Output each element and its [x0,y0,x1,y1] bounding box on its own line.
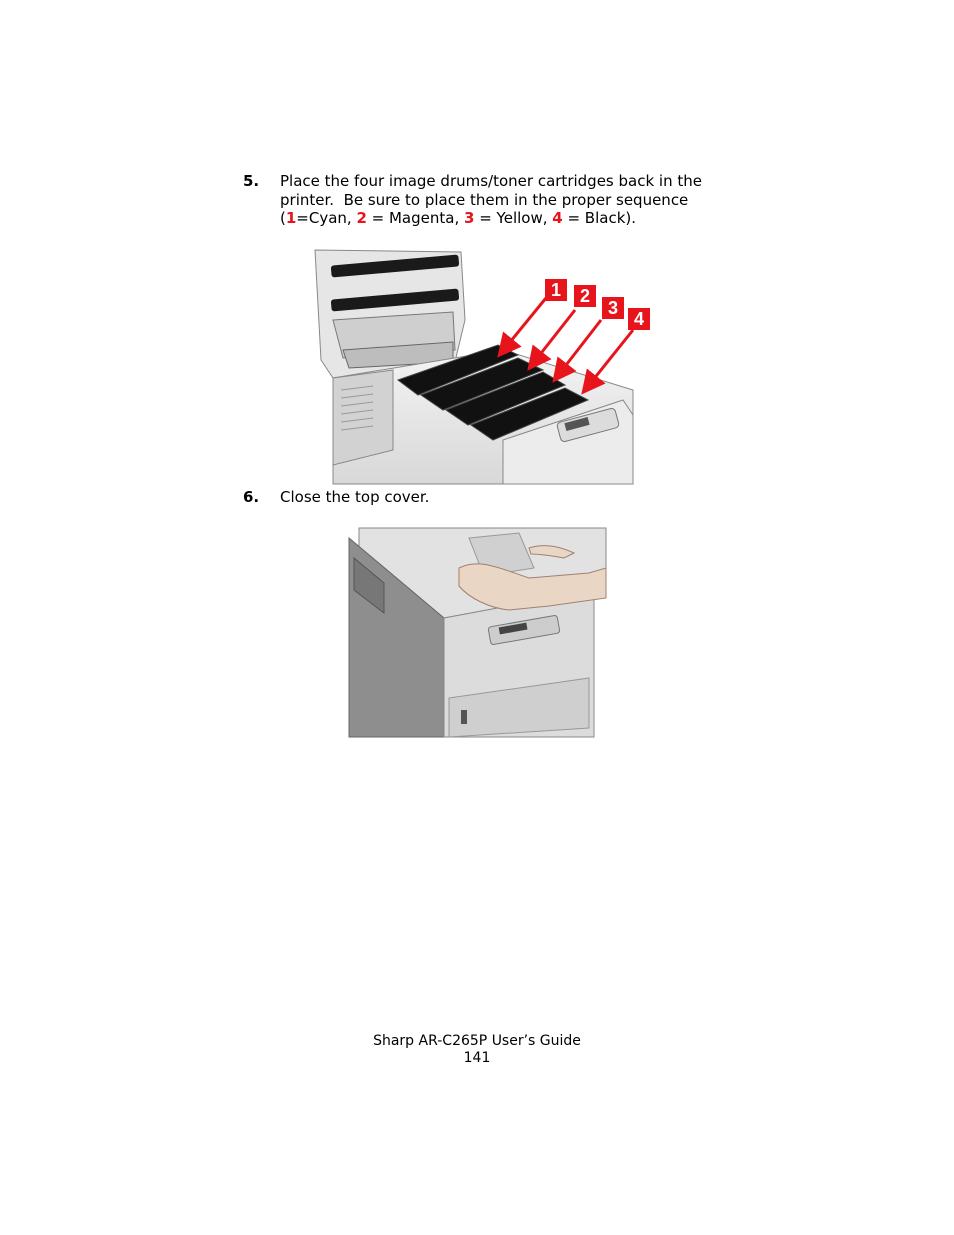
footer [0,1033,954,1067]
step-5-text [280,172,730,228]
sequence-label-cyan: =Cyan, [296,209,357,227]
step-number: 6. [243,488,260,506]
sequence-number-4: 4 [552,209,563,227]
paren: ( [280,209,286,227]
footer-title: Sharp AR-C265P User’s Guide [373,1033,581,1049]
callout-1: 1 [550,280,562,300]
closing-top-cover-illustration [349,528,606,737]
sequence-label-black: = Black). [562,209,637,227]
sequence-number-2: 2 [356,209,367,227]
sequence-number-3: 3 [464,209,475,227]
sequence-number-1: 1 [285,209,297,227]
step-5-line-1: Place the four image drums/toner cartridges back in the [280,172,702,190]
page-number: 141 [463,1050,491,1066]
callout-4: 4 [633,309,645,329]
printer-open-cartridges-illustration [303,250,643,484]
step-6-text: Close the top cover. [280,488,430,506]
callout-2: 2 [579,286,591,306]
step-5-line-2: printer. Be sure to place them in the proper sequence [280,190,689,209]
sequence-label-yellow: = Yellow, [474,209,553,227]
step-5-line-3 [280,209,730,228]
callout-3: 3 [607,298,619,318]
sequence-label-magenta: = Magenta, [366,209,464,227]
step-number: 5. [243,172,260,190]
